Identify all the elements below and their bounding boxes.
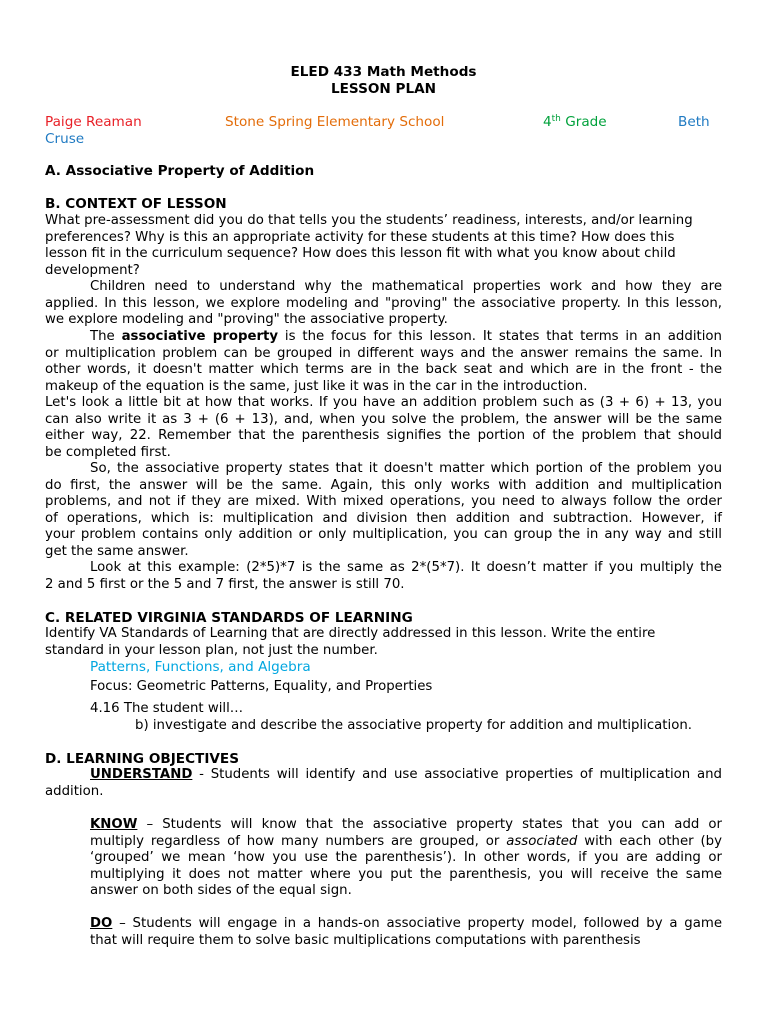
text-run: – Students will know that the associative property states that you can add or xyxy=(137,817,722,832)
section-c-heading: C. RELATED VIRGINIA STANDARDS OF LEARNING xyxy=(45,610,413,626)
school-name: Stone Spring Elementary School xyxy=(225,114,445,130)
objective-know xyxy=(90,817,722,834)
grade-word: Grade xyxy=(560,114,607,130)
teacher-first-name: Beth xyxy=(678,114,710,130)
paragraph-line: either way, 22. Remember that the parenthesis signifies the portion of the problem that should xyxy=(45,428,722,443)
objective-do xyxy=(90,916,722,933)
teacher-last-name: Cruse xyxy=(45,131,85,147)
objective-understand xyxy=(45,767,722,784)
section-b-prompt-line: What pre-assessment did you do that tells you the students’ readiness, interests, and/or learning xyxy=(45,213,693,228)
paragraph-line: be completed first. xyxy=(45,445,171,460)
paragraph-line: problems, and not if they are mixed. With mixed operations, you need to always follow the order xyxy=(45,494,722,509)
course-title: ELED 433 Math Methods xyxy=(290,64,477,80)
paragraph-line: multiplying it does not matter where you put the parenthesis, you will receive the same xyxy=(90,867,722,882)
doc-type-title: LESSON PLAN xyxy=(330,81,437,97)
paragraph-line: 2 and 5 first or the 5 and 7 first, the answer is still 70. xyxy=(45,577,405,592)
text-run: multiply regardless of how many numbers are grouped, or xyxy=(90,834,507,849)
paragraph-line: makeup of the equation is the same, just like it was in the car in the introduction. xyxy=(45,379,588,394)
text-run: – Students will engage in a hands-on associative property model, followed by a game xyxy=(112,916,722,931)
paragraph-line: ‘grouped’ we mean ‘how you use the parenthesis’). In other words, if you are adding or xyxy=(90,850,722,865)
sol-strand: Patterns, Functions, and Algebra xyxy=(90,659,311,675)
grade-level xyxy=(543,114,607,131)
grade-number: 4 xyxy=(543,114,552,130)
paragraph-line: get the same answer. xyxy=(45,544,189,559)
sol-standard: 4.16 The student will… xyxy=(90,701,244,716)
paragraph-line: your problem contains only addition or only multiplication, you can group the in any way and still xyxy=(45,527,722,542)
paragraph-line: that will require them to solve basic multiplications computations with parenthesis xyxy=(90,933,641,948)
associative-property-term: associative property xyxy=(121,329,279,344)
section-a-heading: A. Associative Property of Addition xyxy=(45,163,315,179)
sol-standard-b: b) investigate and describe the associative property for addition and multiplication. xyxy=(135,718,692,733)
author-name: Paige Reaman xyxy=(45,114,142,130)
section-d-heading: D. LEARNING OBJECTIVES xyxy=(45,751,239,767)
text-run: with each other (by xyxy=(577,834,722,849)
text-run: The xyxy=(90,329,122,344)
paragraph-line xyxy=(45,329,722,346)
text-run: is the focus for this lesson. It states that terms in an addition xyxy=(278,329,722,344)
paragraph-line: of operations, which is: multiplication and division then addition and subtraction. However, if xyxy=(45,511,722,526)
section-b-heading: B. CONTEXT OF LESSON xyxy=(45,196,227,212)
section-c-prompt-line: standard in your lesson plan, not just the number. xyxy=(45,643,378,658)
text-run: - Students will identify and use associative properties of multiplication and xyxy=(192,767,722,782)
paragraph-line: addition. xyxy=(45,784,104,799)
paragraph-line: other words, it doesn't matter which terms are in the back seat and which are in the front - the xyxy=(45,362,722,377)
paragraph-line: So, the associative property states that it doesn't matter which portion of the problem you xyxy=(90,461,722,476)
paragraph-line: Look at this example: (2*5)*7 is the same as 2*(5*7). It doesn’t matter if you multiply the xyxy=(90,560,722,575)
understand-label: UNDERSTAND xyxy=(90,767,193,782)
paragraph-line: can also write it as 3 + (6 + 13), and, when you solve the problem, the answer will be the same xyxy=(45,412,722,427)
section-b-prompt-line: preferences? Why is this an appropriate activity for these students at this time? How does this xyxy=(45,230,675,245)
do-label: DO xyxy=(90,916,113,931)
paragraph-line: applied. In this lesson, we explore modeling and "proving" the associative property. In this lesson, xyxy=(45,296,722,311)
paragraph-line: answer on both sides of the equal sign. xyxy=(90,883,352,898)
paragraph-line: do first, the answer will be the same. Again, this only works with addition and multiplication xyxy=(45,478,722,493)
know-label: KNOW xyxy=(90,817,138,832)
grade-ordinal: th xyxy=(551,114,561,124)
paragraph-line: we explore modeling and "proving" the associative property. xyxy=(45,312,448,327)
sol-focus: Focus: Geometric Patterns, Equality, and Properties xyxy=(90,679,433,694)
paragraph-line: or multiplication problem can be grouped in different ways and the answer remains the same. In xyxy=(45,346,722,361)
section-b-prompt-line: development? xyxy=(45,263,140,278)
paragraph-line: Children need to understand why the mathematical properties work and how they are xyxy=(90,279,722,294)
paragraph-line: Let's look a little bit at how that works. If you have an addition problem such as (3 + 6) + 13, you xyxy=(45,395,722,410)
section-c-prompt-line: Identify VA Standards of Learning that are directly addressed in this lesson. Write the entire xyxy=(45,626,656,641)
associated-term: associated xyxy=(506,834,578,849)
paragraph-line xyxy=(90,834,722,851)
section-b-prompt-line: lesson fit in the curriculum sequence? How does this lesson fit with what you know about child xyxy=(45,246,676,261)
